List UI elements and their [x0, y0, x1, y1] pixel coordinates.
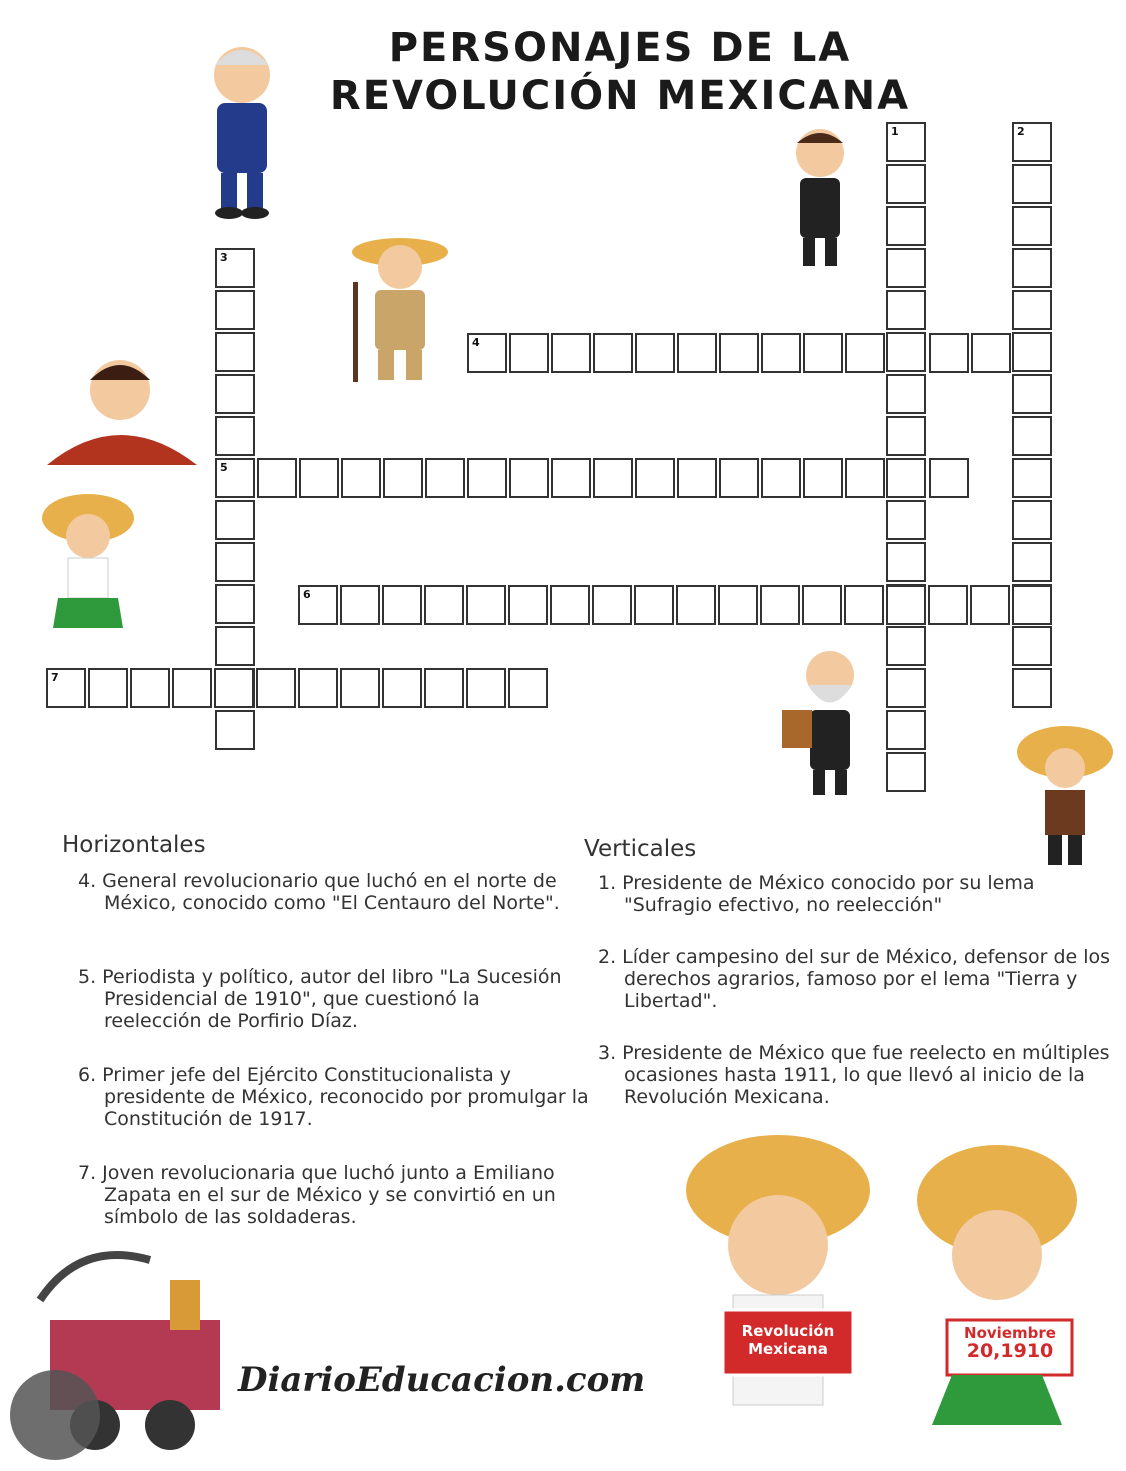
- crossword-cell[interactable]: [635, 458, 675, 498]
- crossword-cell[interactable]: [382, 668, 422, 708]
- crossword-cell[interactable]: [1012, 458, 1052, 498]
- girl-sign: [948, 1324, 1072, 1360]
- crossword-cell[interactable]: [551, 458, 591, 498]
- clue-vertical-2: 2. Líder campesino del sur de México, defensor de los derechos agrarios, famoso por el lema "Tierra y Libertad".: [598, 946, 1111, 1012]
- clue-number: 5: [220, 461, 228, 474]
- crossword-cell[interactable]: [635, 333, 675, 373]
- crossword-cell[interactable]: [425, 458, 465, 498]
- crossword-cell[interactable]: [215, 290, 255, 330]
- crossword-cell[interactable]: [886, 585, 926, 625]
- crossword-cell[interactable]: [886, 542, 926, 582]
- crossword-cell[interactable]: [593, 458, 633, 498]
- brand-logo: DiarioEducacion.com: [238, 1360, 646, 1400]
- crossword-cell[interactable]: [886, 500, 926, 540]
- crossword-cell[interactable]: [886, 122, 926, 162]
- crossword-cell[interactable]: [298, 668, 338, 708]
- crossword-cell[interactable]: [172, 668, 212, 708]
- crossword-cell[interactable]: [886, 290, 926, 330]
- clue-number: 4: [472, 336, 480, 349]
- crossword-cell[interactable]: [719, 458, 759, 498]
- girl-small-figure: [38, 488, 138, 646]
- clue-horizontal-4: 4. General revolucionario que luchó en el norte de México, conocido como "El Centauro del Norte".: [78, 870, 560, 914]
- crossword-cell[interactable]: [215, 374, 255, 414]
- crossword-cell[interactable]: [971, 333, 1011, 373]
- clue-number: 6: [303, 588, 311, 601]
- crossword-cell[interactable]: [1012, 290, 1052, 330]
- clue-number: 3: [220, 251, 228, 264]
- clue-vertical-1: 1. Presidente de México conocido por su lema "Sufragio efectivo, no reelección": [598, 872, 1035, 916]
- crossword-cell[interactable]: [215, 500, 255, 540]
- crossword-cell[interactable]: [928, 585, 968, 625]
- crossword-cell[interactable]: [845, 458, 885, 498]
- crossword-cell[interactable]: [298, 585, 338, 625]
- girl-sign-line-2: 20,1910: [966, 1340, 1054, 1362]
- crossword-cell[interactable]: [886, 626, 926, 666]
- crossword-cell[interactable]: [844, 585, 884, 625]
- boy-sign: [723, 1322, 853, 1358]
- crossword-cell[interactable]: [551, 333, 591, 373]
- crossword-cell[interactable]: [803, 458, 843, 498]
- crossword-cell[interactable]: [886, 374, 926, 414]
- crossword-cell[interactable]: [886, 752, 926, 792]
- crossword-cell[interactable]: [929, 333, 969, 373]
- crossword-cell[interactable]: [467, 333, 507, 373]
- title-line-1: PERSONAJES DE LA: [388, 25, 852, 71]
- porfirio-figure: [195, 35, 290, 220]
- crossword-cell[interactable]: [256, 668, 296, 708]
- clue-number: 2: [1017, 125, 1025, 138]
- crossword-cell[interactable]: [677, 333, 717, 373]
- crossword-cell[interactable]: [592, 585, 632, 625]
- crossword-cell[interactable]: [886, 710, 926, 750]
- crossword-cell[interactable]: [46, 668, 86, 708]
- crossword-cell[interactable]: [1012, 332, 1052, 372]
- crossword-cell[interactable]: [761, 458, 801, 498]
- crossword-cell[interactable]: [886, 164, 926, 204]
- crossword-cell[interactable]: [467, 458, 507, 498]
- crossword-cell[interactable]: [1012, 626, 1052, 666]
- crossword-cell[interactable]: [760, 585, 800, 625]
- crossword-cell[interactable]: [593, 333, 633, 373]
- carranza-figure: [780, 640, 870, 800]
- crossword-cell[interactable]: [130, 668, 170, 708]
- crossword-cell[interactable]: [1012, 206, 1052, 246]
- girl-figure: [912, 1140, 1082, 1440]
- boy-figure: [683, 1135, 873, 1445]
- crossword-cell[interactable]: [886, 332, 926, 372]
- crossword-cell[interactable]: [1012, 164, 1052, 204]
- clue-number: 1: [891, 125, 899, 138]
- crossword-cell[interactable]: [718, 585, 758, 625]
- crossword-cell[interactable]: [341, 458, 381, 498]
- madero-top-figure: [785, 118, 855, 273]
- crossword-cell[interactable]: [215, 332, 255, 372]
- crossword-cell[interactable]: [257, 458, 297, 498]
- crossword-cell[interactable]: [466, 668, 506, 708]
- boy-sign-line-1: Revolución: [741, 1322, 835, 1340]
- crossword-cell[interactable]: [1012, 374, 1052, 414]
- clue-number: 7: [51, 671, 59, 684]
- crossword-cell[interactable]: [970, 585, 1010, 625]
- clue-horizontal-6: 6. Primer jefe del Ejército Constitucionalista y presidente de México, reconocido por promulgar la Constitución de 1917.: [78, 1064, 589, 1130]
- crossword-cell[interactable]: [215, 710, 255, 750]
- crossword-cell[interactable]: [1012, 122, 1052, 162]
- crossword-cell[interactable]: [340, 585, 380, 625]
- crossword-cell[interactable]: [1012, 248, 1052, 288]
- crossword-cell[interactable]: [761, 333, 801, 373]
- lens-icon[interactable]: [10, 1370, 100, 1460]
- crossword-cell[interactable]: [424, 585, 464, 625]
- crossword-cell[interactable]: [1012, 416, 1052, 456]
- crossword-cell[interactable]: [214, 668, 254, 708]
- clue-horizontal-5: 5. Periodista y político, autor del libro "La Sucesión Presidencial de 1910", que cuestionó la reelección de Porfirio Díaz.: [78, 966, 562, 1032]
- crossword-cell[interactable]: [802, 585, 842, 625]
- clue-vertical-3: 3. Presidente de México que fue reelecto en múltiples ocasiones hasta 1911, lo que llevó al inicio de la Revolución Mexicana.: [598, 1042, 1110, 1108]
- crossword-cell[interactable]: [340, 668, 380, 708]
- crossword-cell[interactable]: [215, 626, 255, 666]
- horizontales-heading: Horizontales: [62, 832, 206, 858]
- crossword-cell[interactable]: [845, 333, 885, 373]
- crossword-cell[interactable]: [508, 668, 548, 708]
- crossword-cell[interactable]: [886, 416, 926, 456]
- crossword-cell[interactable]: [803, 333, 843, 373]
- crossword-cell[interactable]: [424, 668, 464, 708]
- crossword-cell[interactable]: [1012, 500, 1052, 540]
- girl-sign-line-1: Noviembre: [964, 1324, 1056, 1342]
- clue-horizontal-7: 7. Joven revolucionaria que luchó junto a Emiliano Zapata en el sur de México y se convirtió en un símbolo de las soldaderas.: [78, 1162, 556, 1228]
- crossword-cell[interactable]: [886, 248, 926, 288]
- crossword-cell[interactable]: [508, 585, 548, 625]
- villa-figure: [345, 222, 450, 392]
- crossword-cell[interactable]: [215, 542, 255, 582]
- crossword-cell[interactable]: [382, 585, 422, 625]
- crossword-cell[interactable]: [1012, 542, 1052, 582]
- crossword-cell[interactable]: [677, 458, 717, 498]
- crossword-cell[interactable]: [509, 458, 549, 498]
- verticales-heading: Verticales: [584, 836, 697, 862]
- crossword-cell[interactable]: [886, 668, 926, 708]
- crossword-cell[interactable]: [215, 416, 255, 456]
- page-title: [300, 24, 940, 120]
- zapata-figure: [1015, 718, 1115, 873]
- portrait-figure: [42, 345, 202, 470]
- crossword-cell[interactable]: [1012, 668, 1052, 708]
- crossword-cell[interactable]: [886, 458, 926, 498]
- crossword-cell[interactable]: [886, 206, 926, 246]
- crossword-cell[interactable]: [1012, 585, 1052, 625]
- crossword-cell[interactable]: [466, 585, 506, 625]
- crossword-cell[interactable]: [88, 668, 128, 708]
- crossword-cell[interactable]: [215, 584, 255, 624]
- crossword-cell[interactable]: [509, 333, 549, 373]
- title-line-2: REVOLUCIÓN MEXICANA: [329, 73, 911, 119]
- crossword-cell[interactable]: [215, 248, 255, 288]
- crossword-cell[interactable]: [215, 458, 255, 498]
- crossword-cell[interactable]: [676, 585, 716, 625]
- crossword-cell[interactable]: [719, 333, 759, 373]
- crossword-cell[interactable]: [383, 458, 423, 498]
- crossword-cell[interactable]: [550, 585, 590, 625]
- boy-sign-line-2: Mexicana: [748, 1340, 828, 1358]
- crossword-cell[interactable]: [929, 458, 969, 498]
- crossword-cell[interactable]: [299, 458, 339, 498]
- crossword-cell[interactable]: [634, 585, 674, 625]
